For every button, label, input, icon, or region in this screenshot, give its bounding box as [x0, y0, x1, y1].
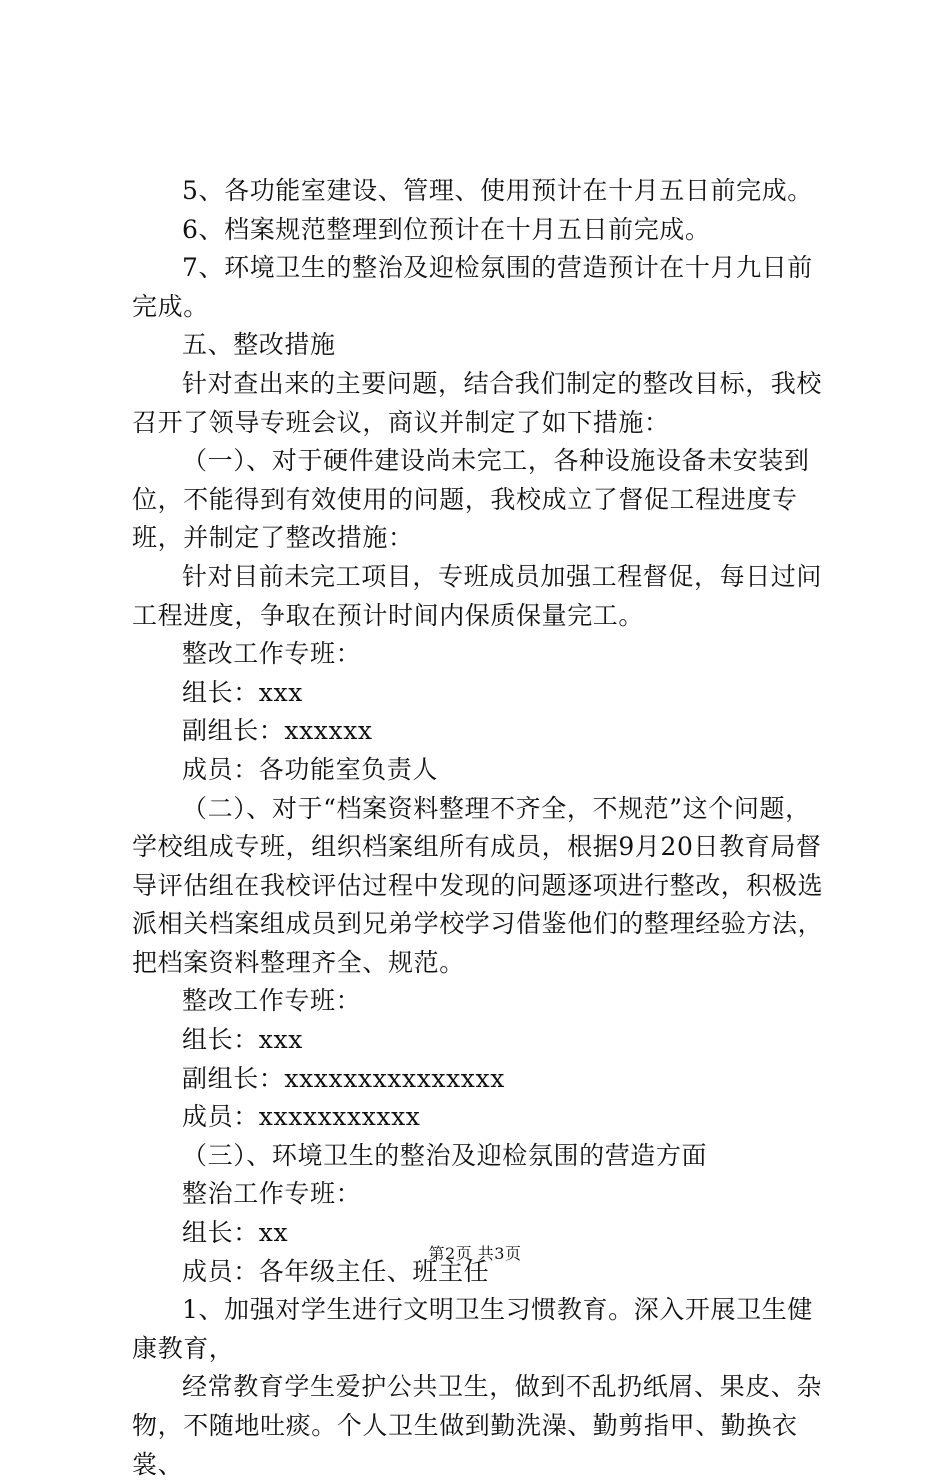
team-leader-one: 组长：xxx: [182, 677, 303, 707]
paragraph-measure-one-detail: 针对目前未完工项目，专班成员加强工程督促，每日过问工程进度，争取在预计时间内保质保量完工。: [132, 561, 823, 630]
paragraph-measure-two: （二）、对于“档案资料整理不齐全，不规范”这个问题，学校组成专班，组织档案组所有成员，根据9月20日教育局督导评估组在我校评估过程中发现的问题逐项进行整改，积极选派相关档案组成员到兄弟学校学习借鉴他们的整理经验方法，把档案资料整理齐全、规范。: [132, 793, 824, 977]
team-members-three: 成员：各年级主任、班主任: [182, 1256, 490, 1286]
team-leader-three: 组长：xx: [182, 1218, 289, 1248]
paragraph-measure-one: （一）、对于硬件建设尚未完工，各种设施设备未安装到位，不能得到有效使用的问题，我校成立了督促工程进度专班，并制定了整改措施：: [132, 446, 810, 553]
team-leader-two: 组长：xxx: [182, 1025, 303, 1055]
team-members-two: 成员：xxxxxxxxxxx: [182, 1102, 421, 1132]
paragraph-item-5-functional-rooms: 5、各功能室建设、管理、使用预计在十月五日前完成。: [182, 176, 813, 205]
paragraph-hygiene-habits: 经常教育学生爱护公共卫生，做到不乱扔纸屑、果皮、杂物，不随地吐痰。个人卫生做到勤洗澡、勤剪指甲、勤换衣裳、: [132, 1372, 823, 1479]
team-deputy-two: 副组长：xxxxxxxxxxxxxxx: [182, 1063, 505, 1093]
section-heading-measures: 五、整改措施: [182, 330, 336, 360]
page-footer: [0, 1244, 950, 1264]
team-title-three: 整治工作专班：: [182, 1179, 362, 1209]
team-deputy-one: 副组长：xxxxxx: [182, 716, 373, 746]
paragraph-item-7-environment: 7、环境卫生的整治及迎检氛围的营造预计在十月九日前完成。: [132, 253, 813, 321]
team-title-one: 整改工作专班：: [182, 639, 362, 669]
page-number-label: 第2页 共3页: [428, 1244, 522, 1263]
paragraph-hygiene-education: 1、加强对学生进行文明卫生习惯教育。深入开展卫生健康教育，: [132, 1295, 813, 1363]
paragraph-measure-three: （三）、环境卫生的整治及迎检氛围的营造方面: [182, 1140, 708, 1170]
paragraph-measures-intro: 针对查出来的主要问题，结合我们制定的整改目标，我校召开了领导专班会议，商议并制定了如下措施：: [132, 368, 823, 437]
team-title-two: 整改工作专班：: [182, 986, 362, 1016]
team-members-one: 成员：各功能室负责人: [182, 754, 439, 784]
document-body: [132, 172, 832, 1484]
paragraph-item-6-archives: 6、档案规范整理到位预计在十月五日前完成。: [182, 214, 711, 244]
